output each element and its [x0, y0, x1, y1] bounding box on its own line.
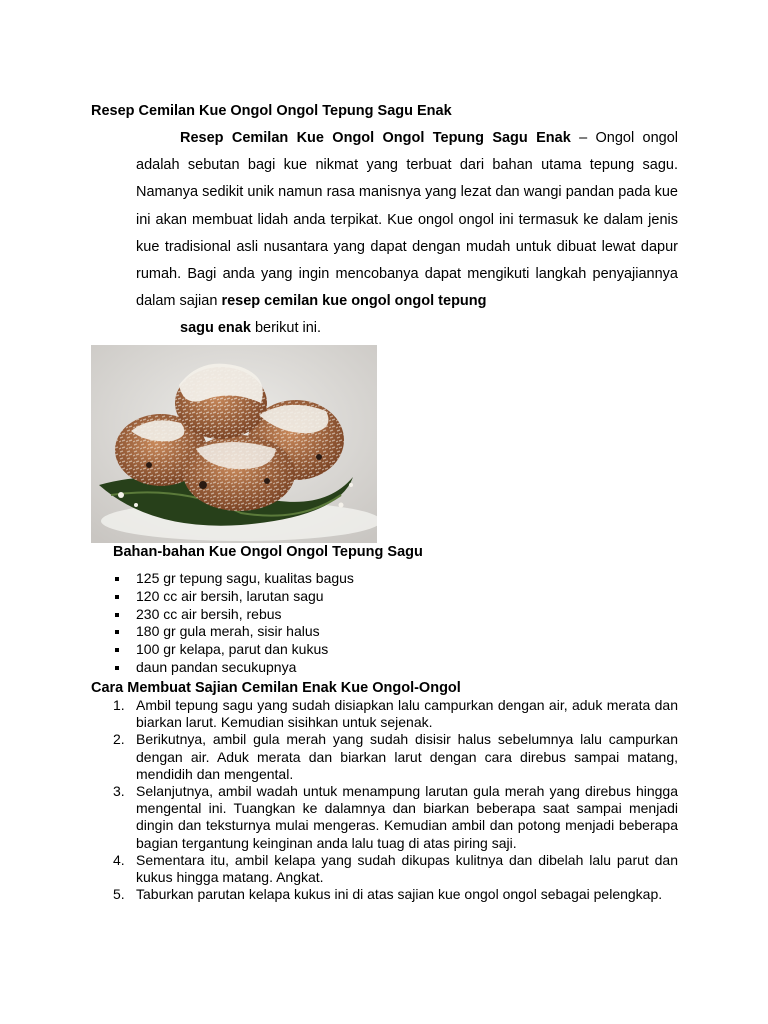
intro-text-1: – Ongol ongol adalah sebutan bagi kue nikmat yang terbuat dari bahan utama tepung sagu. Namanya sedikit unik namun rasa manisnya yang lezat dan wangi pandan pada kue ini akan membuat lidah anda terpikat. Kue ongol ongol ini termasuk ke dalam jenis kue tradisional asli nusantara yang dapat dengan mudah untuk dibuat lewat dapur rumah. Bagi anda yang ingin mencobanya dapat mengikuti langkah penyajiannya dalam sajian	[136, 130, 678, 310]
list-item	[113, 852, 678, 886]
steps-heading: Cara Membuat Sajian Cemilan Enak Kue Ongol-Ongol	[91, 680, 461, 696]
list-item	[113, 886, 678, 903]
intro-bold-1: resep cemilan kue ongol ongol tepung	[221, 293, 487, 310]
step-number: 5.	[113, 886, 125, 903]
list-item	[113, 570, 513, 588]
ingredient-text: 120 cc air bersih, larutan sagu	[136, 587, 324, 604]
step-text: Ambil tepung sagu yang sudah disiapkan lalu campurkan dengan air, aduk merata dan biarkan larut. Kemudian sisihkan untuk sejenak.	[136, 697, 678, 731]
square-bullet-icon	[115, 613, 119, 617]
step-number: 2.	[113, 731, 125, 748]
square-bullet-icon	[115, 577, 119, 581]
list-item	[113, 641, 513, 659]
list-item	[113, 659, 513, 677]
list-item	[113, 623, 513, 641]
intro-paragraph	[136, 125, 678, 343]
step-text: Sementara itu, ambil kelapa yang sudah dikupas kulitnya dan dibelah lalu parut dan kukus hingga matang. Angkat.	[136, 851, 678, 886]
intro-text-2: berikut ini.	[250, 320, 322, 337]
kue-ongol-ongol-photo	[91, 345, 377, 543]
page-title: Resep Cemilan Kue Ongol Ongol Tepung Sagu Enak	[91, 103, 452, 119]
step-number: 4.	[113, 851, 125, 868]
list-item	[113, 697, 678, 731]
ingredient-text: 180 gr gula merah, sisir halus	[136, 623, 320, 640]
list-item	[113, 731, 678, 783]
list-item	[113, 588, 513, 606]
step-text: Selanjutnya, ambil wadah untuk menampung larutan gula merah yang direbus hingga mengental ini. Tuangkan ke dalamnya dan biarkan beberapa saat sampai menjadi dingin dan teksturnya mulai mengeras. Kemudian ambil dan potong menjadi beberapa bagian tergantung keinginan anda lalu tuag di atas piring saji.	[136, 783, 678, 851]
intro-closing-line	[136, 315, 678, 342]
list-item	[113, 606, 513, 624]
step-number: 1.	[113, 697, 125, 713]
intro-bold-2: sagu enak	[180, 320, 251, 337]
ingredient-text: 100 gr kelapa, parut dan kukus	[136, 641, 329, 658]
square-bullet-icon	[115, 595, 119, 599]
square-bullet-icon	[115, 666, 119, 670]
steps-list	[113, 697, 678, 903]
ingredients-heading: Bahan-bahan Kue Ongol Ongol Tepung Sagu	[113, 544, 423, 560]
step-number: 3.	[113, 783, 125, 800]
step-text: Berikutnya, ambil gula merah yang sudah disisir halus sebelumnya lalu campurkan dengan air. Aduk merata dan biarkan larut dengan cara direbus sampai matang, mendidih dan mengental.	[136, 731, 678, 782]
ingredient-text: 230 cc air bersih, rebus	[136, 605, 282, 622]
square-bullet-icon	[115, 648, 119, 652]
ingredients-list	[113, 570, 513, 677]
list-item	[113, 783, 678, 852]
step-text: Taburkan parutan kelapa kukus ini di atas sajian kue ongol ongol sebagai pelengkap.	[136, 886, 663, 903]
intro-lead-bold: Resep Cemilan Kue Ongol Ongol Tepung Sagu Enak	[180, 130, 571, 146]
ingredient-text: daun pandan secukupnya	[136, 658, 297, 675]
ingredient-text: 125 gr tepung sagu, kualitas bagus	[136, 570, 354, 586]
square-bullet-icon	[115, 630, 119, 634]
